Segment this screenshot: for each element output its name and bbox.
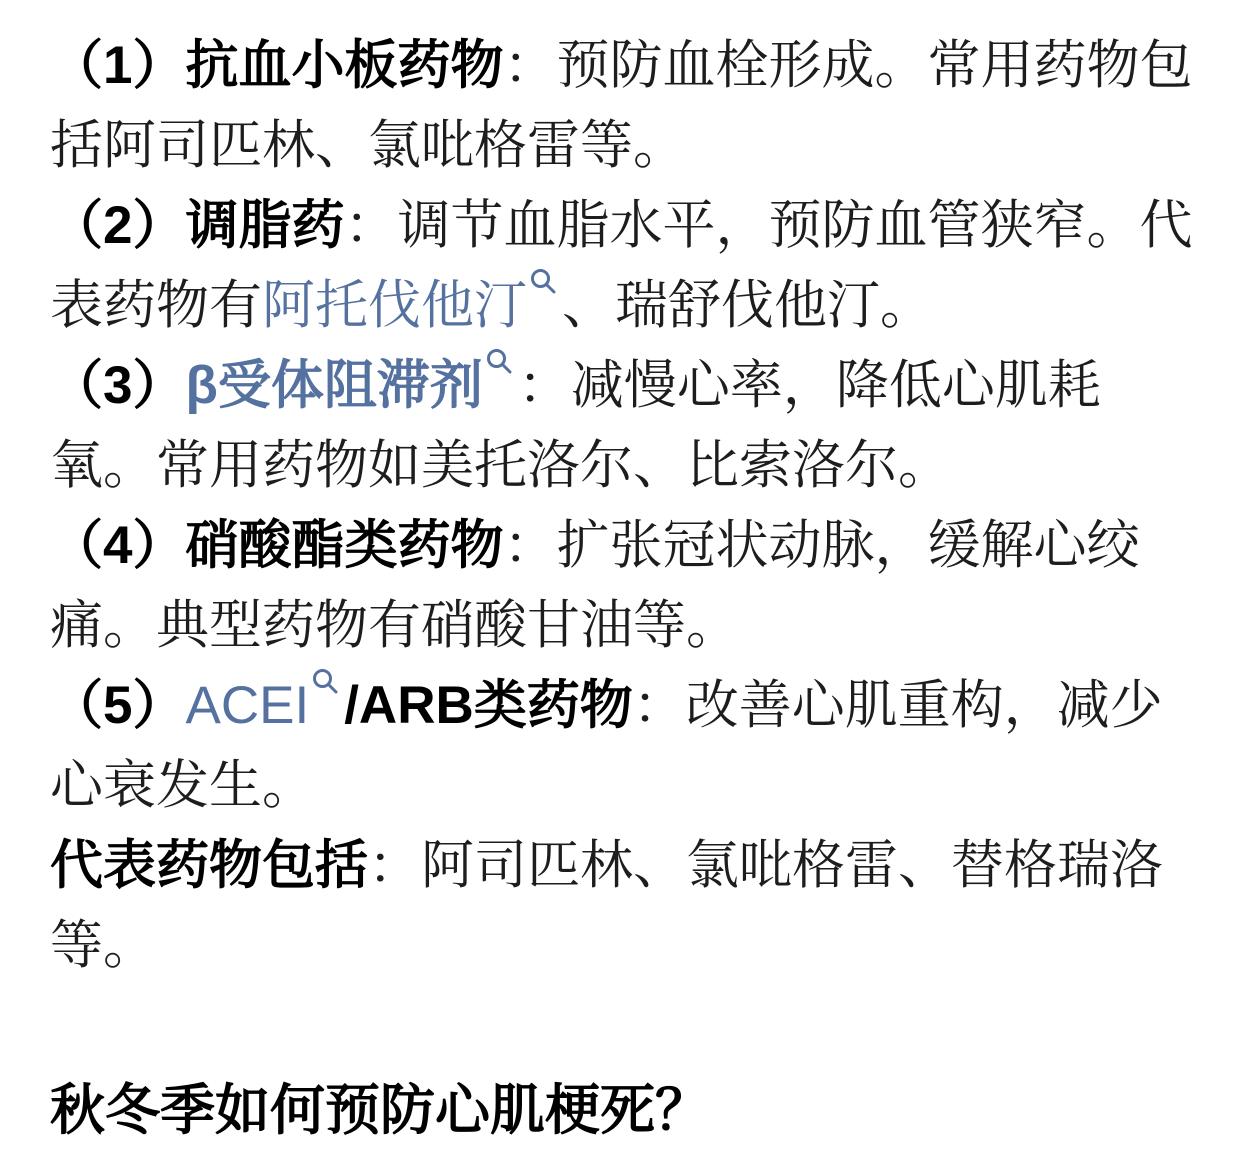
item-3-number: （3） (50, 356, 186, 415)
item-5-number: （5） (50, 676, 186, 735)
item-2-text-line2-pre: 表药物有 (50, 276, 262, 335)
item-1-text-line2: 括阿司匹林、氯吡格雷等。 (50, 116, 686, 175)
item-2-title: （2）调脂药 (50, 196, 345, 255)
entity-link-acei[interactable] (185, 676, 344, 735)
search-icon (312, 668, 339, 695)
item-5-text-line2: 心衰发生。 (50, 756, 315, 815)
drug-item-5 (50, 666, 1210, 826)
item-1-text-line1: ：预防血栓形成。常用药物包 (503, 36, 1193, 95)
item-4-text-line1: ：扩张冠状动脉，缓解心绞 (503, 516, 1140, 575)
entity-link-label: 阿托伐他汀 (262, 276, 527, 335)
drug-item-4 (50, 506, 1210, 666)
item-5-text-line1: ：改善心肌重构，减少 (632, 676, 1163, 735)
drug-item-2 (50, 186, 1210, 346)
entity-link-beta-blocker[interactable] (185, 356, 517, 415)
summary-paragraph (50, 826, 1210, 986)
item-4-title: （4）硝酸酯类药物 (50, 516, 504, 575)
item-1-title: （1）抗血小板药物 (50, 36, 504, 95)
item-3-text-line1: ：减慢心率，降低心肌耗 (517, 356, 1101, 415)
search-icon (530, 268, 557, 295)
item-2-text-line2-post: 、瑞舒伐他汀。 (562, 276, 933, 335)
entity-link-atorvastatin[interactable] (262, 276, 562, 335)
entity-link-label: β受体阻滞剂 (185, 356, 483, 415)
drug-item-3 (50, 346, 1210, 506)
summary-text-line1: ：阿司匹林、氯吡格雷、替格瑞洛 (368, 836, 1163, 895)
item-5-title-rest: /ARB类药物 (344, 676, 633, 735)
summary-text-line2: 等。 (50, 916, 156, 975)
item-4-text-line2: 痛。典型药物有硝酸甘油等。 (50, 596, 739, 655)
entity-link-label: ACEI (185, 676, 310, 735)
search-icon (486, 348, 513, 375)
item-3-text-line2: 氧。常用药物如美托洛尔、比索洛尔。 (50, 436, 951, 495)
summary-title: 代表药物包括 (50, 836, 368, 895)
item-2-text-line1: ：调节血脂水平，预防血管狭窄。代 (344, 196, 1193, 255)
drug-item-1 (50, 26, 1210, 186)
section-heading: 秋冬季如何预防心肌梗死？ (50, 1079, 711, 1141)
